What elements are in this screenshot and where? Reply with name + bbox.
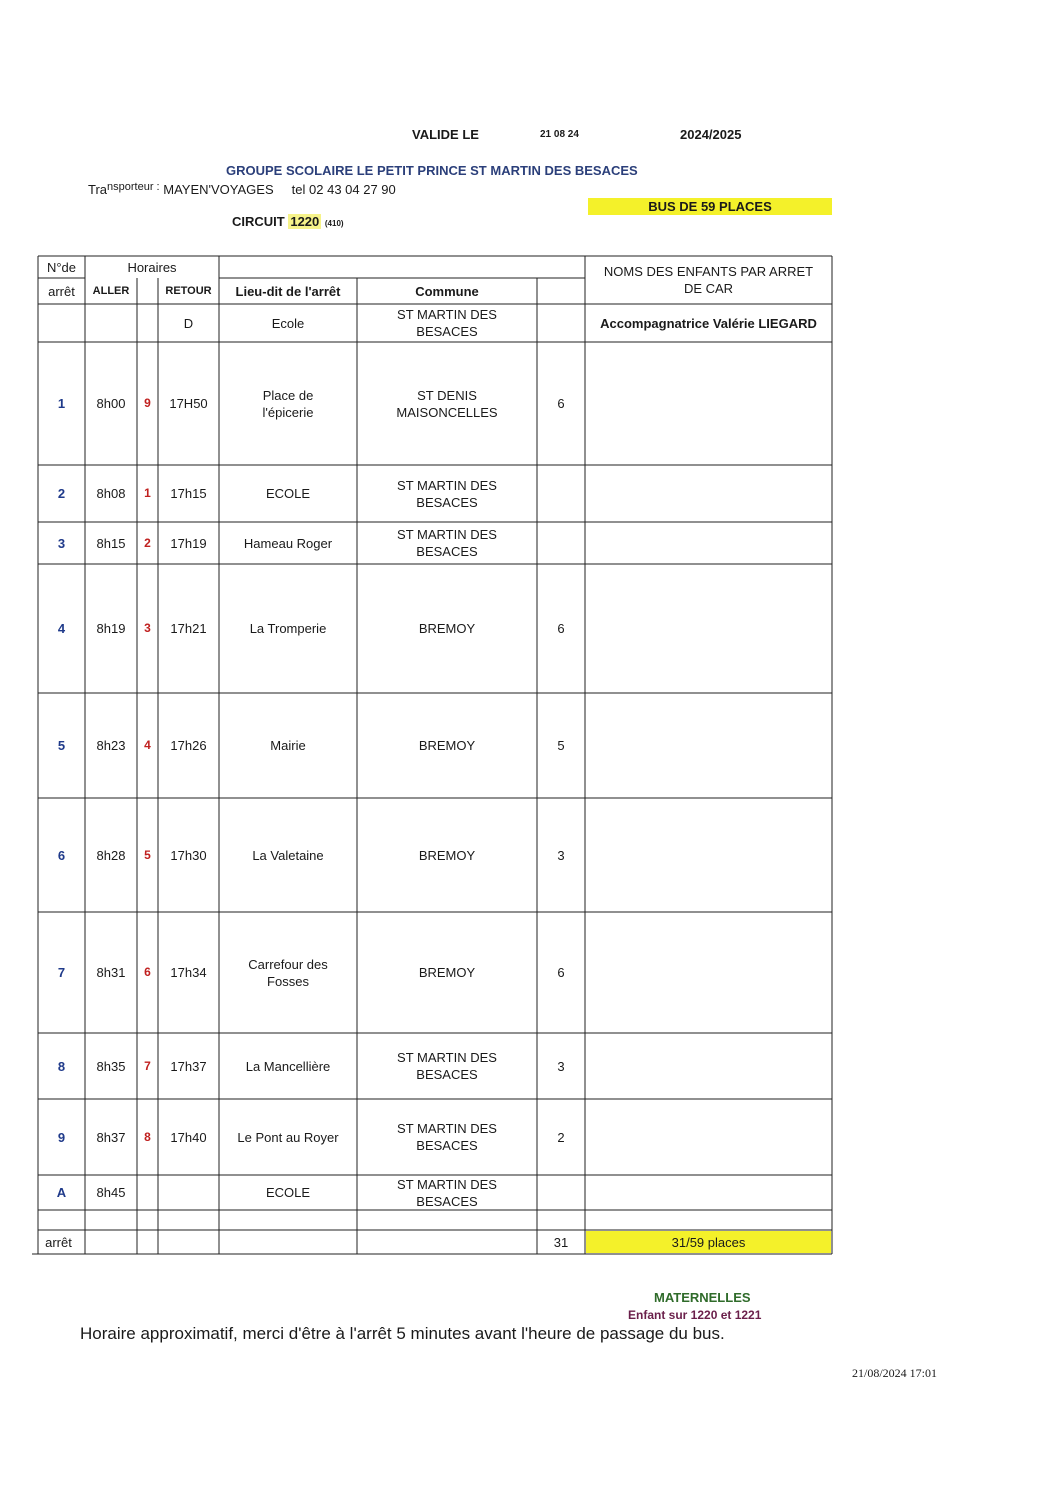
first-row-retour: D [183,315,194,331]
valide-label: VALIDE LE [412,127,479,142]
approx-schedule-note: Horaire approximatif, merci d'être à l'arrêt 5 minutes avant l'heure de passage du bus. [80,1324,725,1343]
stop-number: 5 [57,738,66,753]
return-order: 1 [144,486,151,500]
school-year: 2024/2025 [680,127,742,142]
children-count: 2 [557,1129,565,1145]
circuit-number: 1220 [290,214,320,229]
stop-place: Mairie [270,738,306,753]
col-header-lieu: Lieu-dit de l'arrêt [235,283,341,299]
return-order: 2 [144,535,151,550]
bus-capacity-badge: BUS DE 59 PLACES [588,198,832,215]
stop-commune: BREMOY [418,847,476,863]
total-row-places: 31/59 places [671,1234,746,1250]
retour-time: 17h40 [170,1129,207,1145]
first-row-noms: Accompagnatrice Valérie LIEGARD [600,315,817,331]
retour-time: 17h30 [170,847,207,863]
col-header-commune: Commune [415,283,479,299]
children-count: 3 [557,1058,565,1074]
stop-commune: ST MARTIN DES BESACES [397,1121,497,1153]
school-name: GROUPE SCOLAIRE LE PETIT PRINCE ST MARTIN DES BESACES [226,163,638,178]
return-order: 4 [144,738,151,752]
circuit-text: CIRCUIT [232,214,285,229]
retour-time: 17h15 [170,486,207,501]
stop-commune: BREMOY [418,738,476,753]
children-count: 6 [557,621,565,636]
stop-number: 4 [57,621,66,636]
stop-commune: ST MARTIN DES BESACES [397,1050,497,1082]
col-header-num-bottom: arrêt [48,283,75,299]
stop-place: Place de l'épicerie [262,387,314,420]
stop-place: La Tromperie [249,621,327,636]
children-count [537,465,585,522]
children-count: 6 [557,965,565,980]
stop-number: A [56,1185,67,1200]
transporter-prefix: Tra [88,182,108,197]
retour-time: 17h34 [170,965,207,980]
stop-place: La Mancellière [245,1058,331,1074]
stop-number: 9 [57,1129,66,1145]
circuit-sub: (410) [324,219,344,228]
return-order: 7 [144,1058,151,1073]
retour-time: 17h21 [170,621,207,636]
stop-place: ECOLE [265,1185,311,1200]
col-header-retour: RETOUR [165,284,212,297]
stop-commune: ST MARTIN DES BESACES [397,527,497,559]
return-order: 5 [144,847,151,862]
retour-time [158,1175,219,1210]
stop-commune: BREMOY [418,965,476,980]
first-row-commune: ST MARTIN DES BESACES [397,307,497,339]
col-header-horaires: Horaires [127,259,177,275]
return-order [137,1175,158,1210]
stop-number: 6 [57,847,66,863]
aller-time: 8h08 [96,486,126,501]
valide-date: 21 08 24 [540,129,579,140]
enfant-note: Enfant sur 1220 et 1221 [628,1308,762,1322]
retour-time: 17h26 [170,738,207,753]
aller-time: 8h31 [96,965,126,980]
stop-place: Hameau Roger [243,535,333,551]
aller-time: 8h37 [96,1129,126,1145]
transporter-info: MAYEN'VOYAGES tel 02 43 04 27 90 [163,182,396,197]
retour-time: 17h19 [170,535,207,551]
total-row-count: 31 [553,1234,569,1250]
stop-number: 1 [57,396,66,411]
children-count [537,522,585,564]
children-count: 6 [557,396,565,411]
aller-time: 8h23 [96,738,126,753]
aller-time: 8h00 [96,396,126,411]
stop-commune: ST MARTIN DES BESACES [397,477,497,510]
aller-time: 8h28 [96,847,126,863]
col-header-aller: ALLER [92,284,130,297]
children-count: 5 [557,738,565,753]
stop-number: 7 [57,965,66,980]
stop-place: Le Pont au Royer [237,1129,339,1145]
first-row-lieu: Ecole [271,315,305,331]
return-order: 9 [144,396,151,410]
total-row-label: arrêt [45,1234,72,1250]
stop-number: 3 [57,535,66,551]
aller-time: 8h45 [96,1185,126,1200]
retour-time: 17h37 [170,1058,207,1074]
stop-commune: ST MARTIN DES BESACES [397,1176,497,1209]
stop-commune: ST DENIS MAISONCELLES [396,387,498,420]
stop-place: Carrefour des Fosses [248,956,328,989]
col-header-num-top: N°de [46,259,77,275]
transporter-sup: nsporteur : [107,181,160,193]
stop-commune: BREMOY [418,621,476,636]
return-order: 3 [144,621,151,635]
stop-number: 2 [57,486,66,501]
return-order: 6 [144,965,151,979]
aller-time: 8h15 [96,535,126,551]
return-order: 8 [144,1129,151,1144]
stop-number: 8 [57,1058,66,1074]
children-count: 3 [557,847,565,863]
stop-place: La Valetaine [252,847,324,863]
maternelles-note: MATERNELLES [654,1290,751,1305]
fax-timestamp: 21/08/2024 17:01 [852,1366,938,1380]
aller-time: 8h35 [96,1058,126,1074]
stop-place: ECOLE [265,486,311,501]
aller-time: 8h19 [96,621,126,636]
children-count [537,1175,585,1210]
col-header-noms: NOMS DES ENFANTS PAR ARRET DE CAR [603,264,814,296]
retour-time: 17H50 [169,396,208,411]
